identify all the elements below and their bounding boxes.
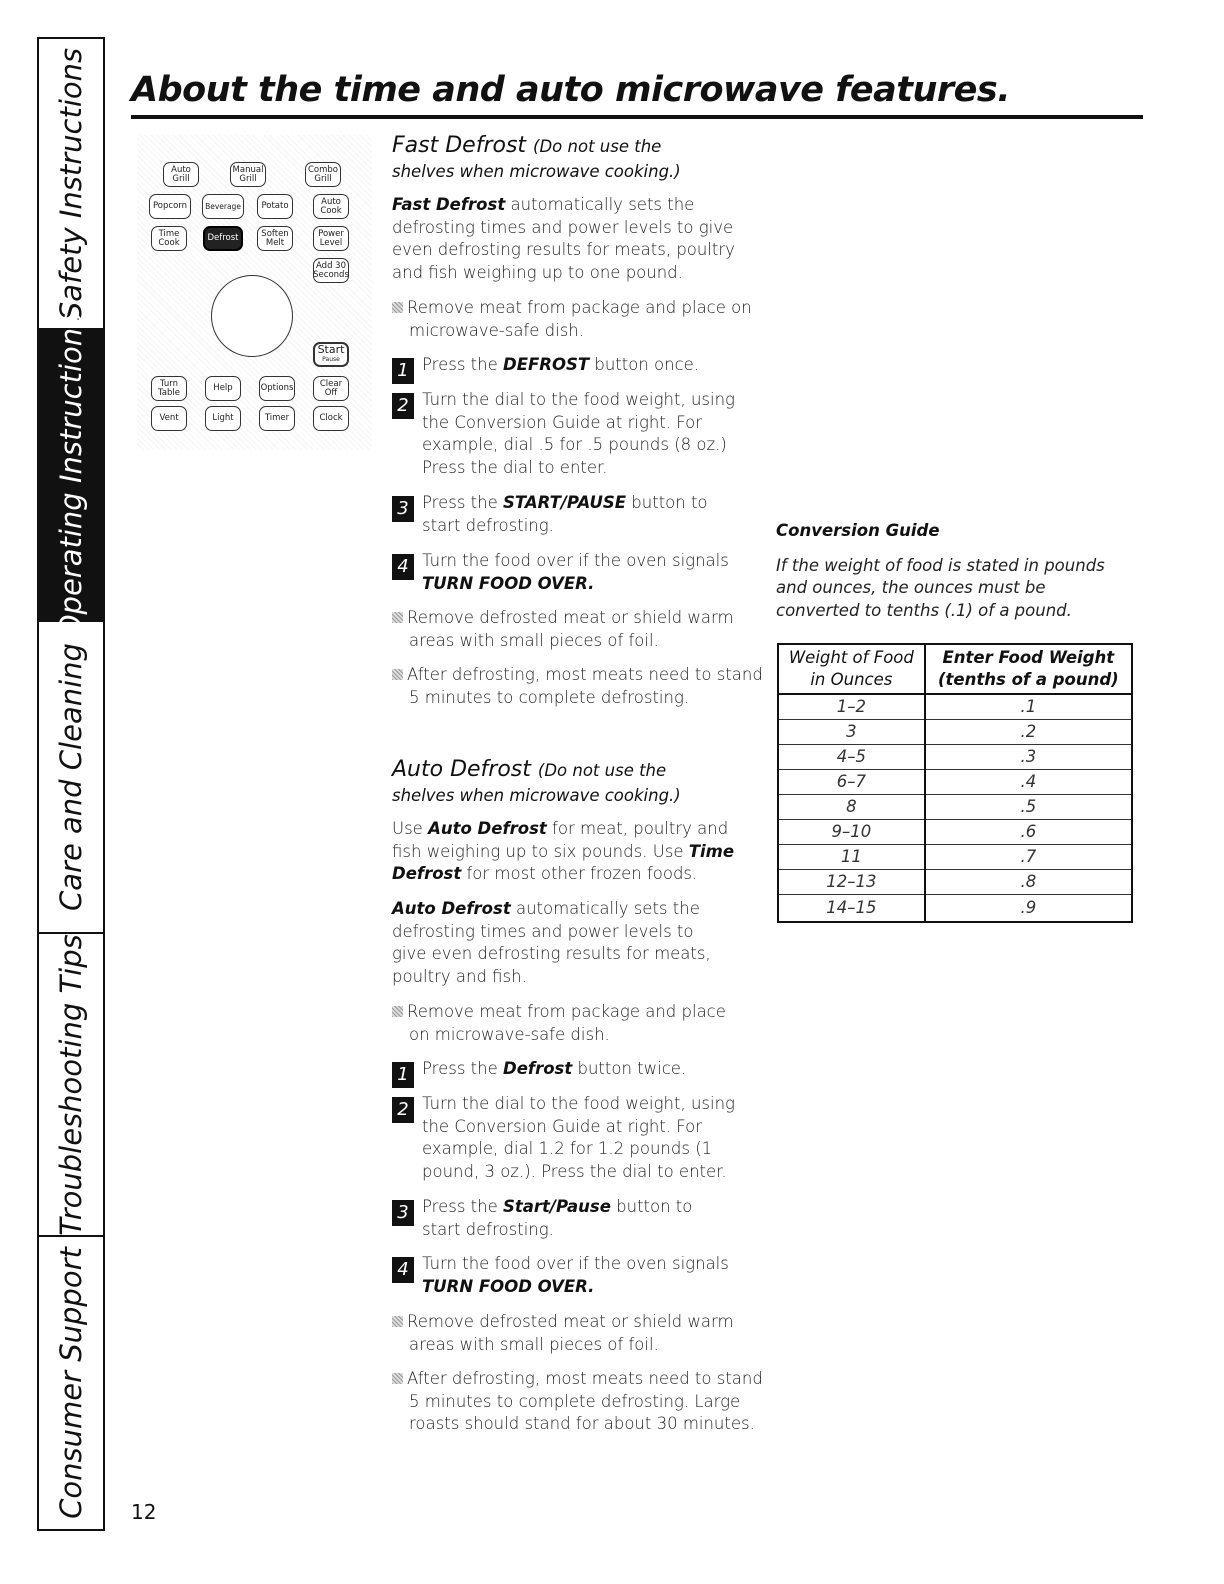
auto-defrost-usage	[392, 818, 752, 886]
table-row	[778, 720, 1132, 745]
clear-off-key: Clear Off	[313, 376, 349, 401]
bullet-text: Remove defrosted meat or shield warm areas with small pieces of foil.	[407, 1312, 734, 1354]
table-row	[778, 845, 1132, 870]
table-row	[778, 895, 1132, 923]
auto-defrost-step-4	[392, 1253, 732, 1298]
fast-defrost-note: (Do not use the shelves when microwave cooking.)	[392, 137, 681, 181]
time-cook-key: Time Cook	[151, 226, 187, 251]
tab-care-and-cleaning[interactable]: Care and Cleaning	[39, 622, 103, 934]
fast-defrost-bullet-3	[392, 664, 769, 709]
fast-defrost-bullet-2	[392, 607, 754, 652]
header-line: Enter Food Weight	[942, 648, 1115, 667]
conversion-guide-note: If the weight of food is stated in pounds and ounces, the ounces must be converted to tenths (.1) of a pound.	[776, 555, 1105, 620]
step-text: Press the	[422, 355, 503, 374]
bullet-icon	[392, 669, 403, 680]
step-number-2: 2	[392, 1097, 414, 1123]
fast-defrost-step-2	[392, 389, 742, 479]
usage-text: for meat, poultry and fish weighing up to six pounds. Use	[392, 819, 729, 861]
fast-defrost-heading	[392, 134, 722, 184]
fast-defrost-bullet-1	[392, 297, 769, 342]
bullet-text: After defrosting, most meats need to stand 5 minutes to complete defrosting.	[407, 665, 763, 707]
step-number-3: 3	[392, 1200, 414, 1226]
col-weight-header	[778, 644, 925, 694]
step-text: button to start defrosting.	[422, 1197, 693, 1239]
tab-troubleshooting-tips[interactable]: Troubleshooting Tips	[39, 934, 103, 1237]
conversion-table-header	[778, 644, 1132, 694]
step-text: button twice.	[572, 1059, 687, 1078]
step-number-4: 4	[392, 1257, 414, 1283]
step-text: button once.	[589, 355, 700, 374]
auto-defrost-title: Auto Defrost	[392, 757, 531, 782]
step-number-1: 1	[392, 358, 414, 384]
tenths-cell: .6	[925, 820, 1132, 845]
turntable-key: Turn Table	[151, 376, 187, 401]
tenths-cell: .2	[925, 720, 1132, 745]
auto-defrost-intro-text: automatically sets the defrosting times and power levels to give even defrosting results for meats, poultry and fish.	[392, 899, 711, 986]
conversion-table	[777, 643, 1133, 923]
tenths-cell: .4	[925, 770, 1132, 795]
page-number: 12	[131, 1500, 157, 1524]
bullet-icon	[392, 1373, 403, 1384]
header-line: in Ounces	[810, 670, 893, 689]
tenths-cell: .1	[925, 694, 1132, 720]
usage-text: for most other frozen foods.	[461, 864, 698, 883]
control-panel-illustration	[137, 135, 372, 450]
bullet-icon	[392, 612, 403, 623]
table-row	[778, 870, 1132, 895]
step-number-4: 4	[392, 554, 414, 580]
bullet-icon	[392, 1316, 403, 1327]
fast-defrost-intro-bold: Fast Defrost	[392, 195, 506, 214]
potato-key: Potato	[257, 194, 293, 219]
auto-defrost-intro	[392, 898, 732, 988]
step-text: button to start defrosting.	[422, 493, 708, 535]
auto-defrost-bullet-2	[392, 1311, 754, 1356]
tenths-cell: .7	[925, 845, 1132, 870]
selector-dial	[211, 275, 293, 357]
bullet-icon	[392, 1006, 403, 1017]
fast-defrost-step-4	[392, 550, 732, 595]
soften-melt-key: Soften Melt	[257, 226, 293, 251]
ounces-cell: 12–13	[778, 870, 925, 895]
light-key: Light	[205, 406, 241, 431]
usage-text: Use	[392, 819, 429, 838]
options-key: Options	[259, 376, 295, 401]
step-bold: TURN FOOD OVER.	[422, 1276, 595, 1296]
beverage-key: Beverage	[202, 194, 244, 219]
auto-defrost-bullet-3	[392, 1368, 769, 1436]
bullet-text: Remove meat from package and place on microwave-safe dish.	[407, 298, 752, 340]
step-number-1: 1	[392, 1062, 414, 1088]
fast-defrost-intro	[392, 194, 752, 284]
auto-defrost-step-3	[392, 1196, 732, 1241]
step-number-2: 2	[392, 393, 414, 419]
clock-key: Clock	[313, 406, 349, 431]
step-bold: Start/Pause	[503, 1197, 611, 1216]
timer-key: Timer	[259, 406, 295, 431]
ounces-cell: 9–10	[778, 820, 925, 845]
step-text: Turn the dial to the food weight, using the Conversion Guide at right. For example, dial 1.2 for 1.2 pounds (1 pound, 3 oz.). Press the dial to enter.	[422, 1094, 735, 1181]
ounces-cell: 6–7	[778, 770, 925, 795]
bullet-icon	[392, 302, 403, 313]
auto-defrost-step-1	[392, 1058, 752, 1085]
add-30-seconds-key: Add 30 Seconds	[313, 258, 349, 283]
tenths-cell: .9	[925, 895, 1132, 923]
step-text: Press the	[422, 493, 503, 512]
page-title: About the time and auto microwave features.	[131, 70, 1011, 110]
auto-defrost-step-2	[392, 1093, 737, 1183]
tenths-cell: .5	[925, 795, 1132, 820]
conversion-guide-heading: Conversion Guide	[776, 521, 940, 540]
bullet-text: After defrosting, most meats need to stand 5 minutes to complete defrosting. Large roasts should stand for about 30 minutes.	[407, 1369, 763, 1433]
header-line: Weight of Food	[788, 648, 914, 667]
conversion-guide	[776, 520, 1121, 622]
start-label: Start	[317, 342, 345, 356]
step-bold: Defrost	[503, 1059, 573, 1078]
auto-defrost-bullet-1	[392, 1001, 749, 1046]
fast-defrost-title: Fast Defrost	[392, 133, 527, 158]
auto-defrost-note: (Do not use the shelves when microwave cooking.)	[392, 761, 681, 805]
fast-defrost-step-1	[392, 354, 752, 381]
help-key: Help	[205, 376, 241, 401]
step-bold: TURN FOOD OVER.	[422, 573, 595, 593]
step-text: Turn the dial to the food weight, using the Conversion Guide at right. For example, dial .5 for .5 pounds (8 oz.) Press the dial to enter.	[422, 390, 735, 477]
tab-safety-instructions[interactable]: Safety Instructions	[39, 39, 103, 330]
auto-cook-key: Auto Cook	[313, 194, 349, 219]
manual-grill-key: Manual Grill	[230, 162, 266, 187]
step-text: Press the	[422, 1059, 503, 1078]
vent-key: Vent	[151, 406, 187, 431]
table-row	[778, 820, 1132, 845]
table-row	[778, 795, 1132, 820]
bullet-text: Remove meat from package and place on microwave-safe dish.	[407, 1002, 726, 1044]
step-bold: DEFROST	[503, 355, 590, 374]
tenths-cell: .8	[925, 870, 1132, 895]
tab-operating-instructions[interactable]: Operating Instructions	[39, 330, 103, 622]
usage-bold: Auto Defrost	[428, 819, 547, 838]
step-bold: START/PAUSE	[503, 493, 627, 512]
defrost-key: Defrost	[203, 226, 243, 251]
table-row	[778, 745, 1132, 770]
section-tabs	[37, 37, 105, 1531]
header-line: (tenths of a pound)	[938, 670, 1119, 689]
power-level-key: Power Level	[313, 226, 349, 251]
ounces-cell: 1–2	[778, 694, 925, 720]
bullet-text: Remove defrosted meat or shield warm areas with small pieces of foil.	[407, 608, 734, 650]
combo-grill-key: Combo Grill	[305, 162, 341, 187]
step-text: Turn the food over if the oven signals	[422, 551, 729, 570]
auto-defrost-intro-bold: Auto Defrost	[392, 899, 511, 918]
ounces-cell: 4–5	[778, 745, 925, 770]
popcorn-key: Popcorn	[149, 194, 191, 219]
step-number-3: 3	[392, 496, 414, 522]
fast-defrost-intro-text: automatically sets the defrosting times and power levels to give even defrosting results for meats, poultry and fish weighing up to one pound.	[392, 195, 735, 282]
pause-label: Pause	[322, 355, 340, 363]
fast-defrost-step-3	[392, 492, 732, 537]
ounces-cell: 11	[778, 845, 925, 870]
ounces-cell: 3	[778, 720, 925, 745]
tab-consumer-support[interactable]: Consumer Support	[54, 1247, 88, 1519]
col-enter-header	[925, 644, 1132, 694]
title-rule	[131, 115, 1143, 119]
step-text: Turn the food over if the oven signals	[422, 1254, 729, 1273]
step-text: Press the	[422, 1197, 503, 1216]
tenths-cell: .3	[925, 745, 1132, 770]
auto-grill-key: Auto Grill	[163, 162, 199, 187]
table-row	[778, 770, 1132, 795]
start-pause-key	[313, 342, 349, 367]
table-row	[778, 694, 1132, 720]
ounces-cell: 8	[778, 795, 925, 820]
ounces-cell: 14–15	[778, 895, 925, 923]
auto-defrost-heading	[392, 758, 722, 808]
usage-bold: Time Defrost	[392, 841, 735, 883]
